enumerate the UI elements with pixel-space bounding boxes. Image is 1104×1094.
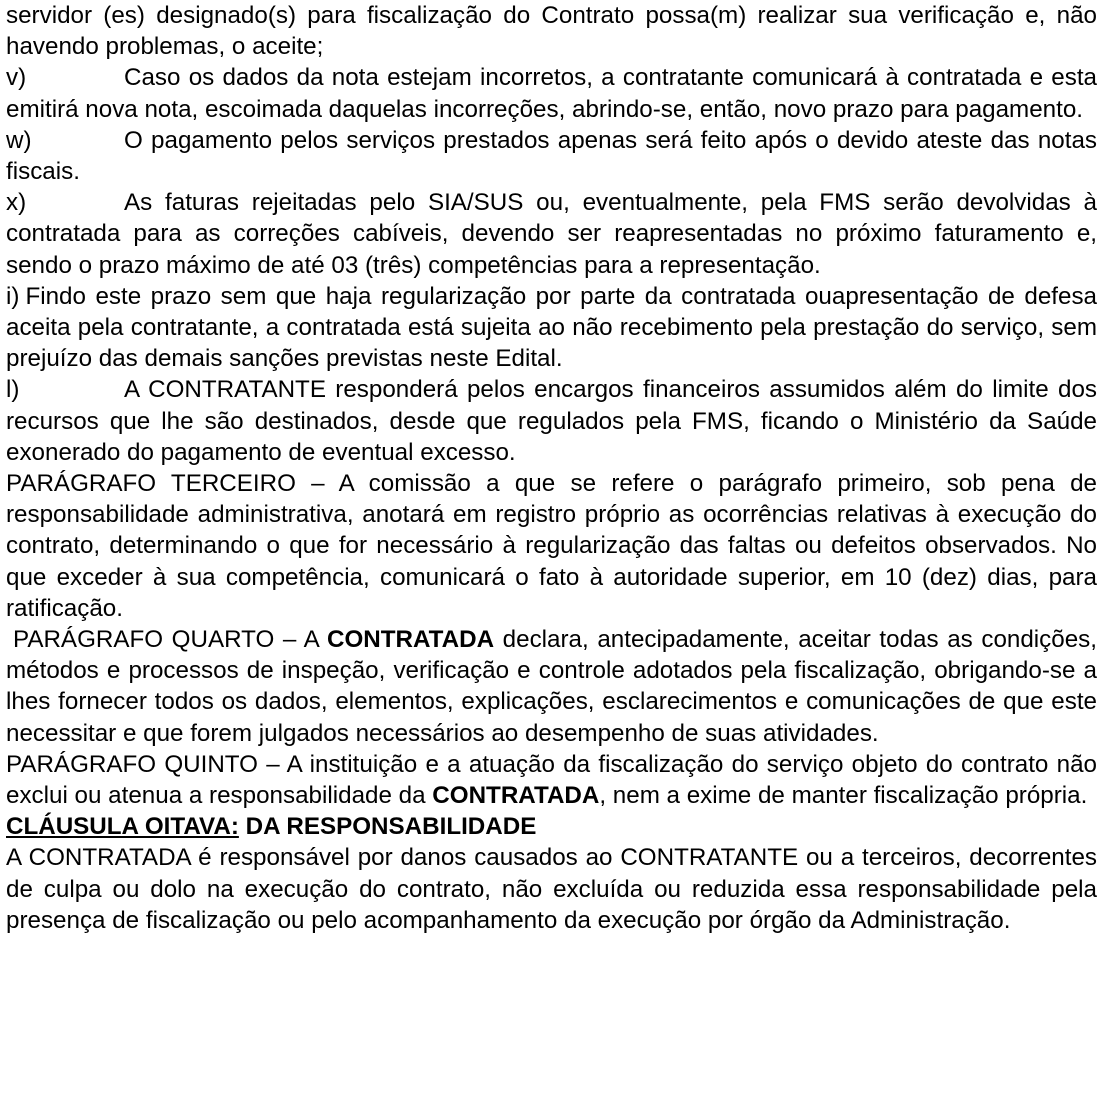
item-l-text: A CONTRATANTE responderá pelos encargos financeiros assumidos além do limite dos recursos que lhe são destinados, desde que regulados pela FMS, ficando o Ministério da Saúde exonerado do pagamento de eventual excesso.: [6, 376, 1097, 466]
paragraph-quinto-start: PARÁGRAFO QUINTO – A instituição e a atuação da fiscalização do serviço objeto do contrato não exclui ou atenua a responsabilidade da: [6, 750, 1097, 810]
item-v: [6, 62, 1097, 124]
paragraph-quinto: [6, 749, 1097, 811]
paragraph-quinto-bold: CONTRATADA: [432, 782, 600, 810]
item-l-label: l): [6, 376, 20, 404]
paragraph-final: A CONTRATADA é responsável por danos causados ao CONTRATANTE ou a terceiros, decorrentes de culpa ou dolo na execução do contrato, não excluída ou reduzida essa responsabilidade pela presença de fiscalização ou pelo acompanhamento da execução por órgão da Administração.: [6, 844, 1097, 934]
paragraph-intro: servidor (es) designado(s) para fiscalização do Contrato possa(m) realizar sua verificação e, não havendo problemas, o aceite;: [6, 2, 1097, 61]
item-i-label: i): [6, 282, 20, 310]
paragraph-quarto-bold: CONTRATADA: [327, 626, 495, 654]
paragraph-quarto-start: PARÁGRAFO QUARTO – A: [13, 626, 319, 654]
document-page: [6, 0, 1097, 936]
paragraph-quarto: [6, 624, 1097, 749]
item-i: [6, 281, 1097, 375]
item-v-text: Caso os dados da nota estejam incorretos, a contratante comunicará à contratada e esta emitirá nova nota, escoimada daquelas incorreções, abrindo-se, então, novo prazo para pagamento.: [6, 64, 1097, 123]
item-w: [6, 125, 1097, 187]
paragraph-quinto-end: , nem a exime de manter fiscalização própria.: [599, 782, 1088, 810]
item-x: [6, 187, 1097, 281]
paragraph-quarto-end: declara, antecipadamente, aceitar todas as condições, métodos e processos de inspeção, verificação e controle adotados pela fiscalização, obrigando-se a lhes fornecer todos os dados, elementos, explicações, esclarecimentos e comunicações de que este necessitar e que forem julgados necessários ao desempenho de suas atividades.: [6, 626, 1097, 747]
clause-heading: [6, 811, 1097, 842]
item-x-text: As faturas rejeitadas pelo SIA/SUS ou, eventualmente, pela FMS serão devolvidas à contratada para as correções cabíveis, devendo ser reapresentadas no próximo faturamento e, sendo o prazo máximo de até 03 (três) competências para a representação.: [6, 189, 1097, 279]
item-l: [6, 374, 1097, 468]
paragraph-terceiro: PARÁGRAFO TERCEIRO – A comissão a que se refere o parágrafo primeiro, sob pena de responsabilidade administrativa, anotará em registro próprio as ocorrências relativas à execução do contrato, determinando o que for necessário à regularização das faltas ou defeitos observados. No que exceder à sua competência, comunicará o fato à autoridade superior, em 10 (dez) dias, para ratificação.: [6, 470, 1097, 622]
item-v-label: v): [6, 64, 27, 92]
item-w-label: w): [6, 126, 32, 154]
item-i-text: Findo este prazo sem que haja regularização por parte da contratada ouapresentação de defesa aceita pela contratante, a contratada está sujeita ao não recebimento pela prestação do serviço, sem prejuízo das demais sanções previstas neste Edital.: [6, 282, 1097, 373]
clause-heading-title: DA RESPONSABILIDADE: [245, 813, 537, 841]
item-w-text: O pagamento pelos serviços prestados apenas será feito após o devido ateste das notas fiscais.: [6, 126, 1097, 186]
item-x-label: x): [6, 189, 27, 217]
clause-heading-number: CLÁUSULA OITAVA:: [6, 813, 239, 841]
